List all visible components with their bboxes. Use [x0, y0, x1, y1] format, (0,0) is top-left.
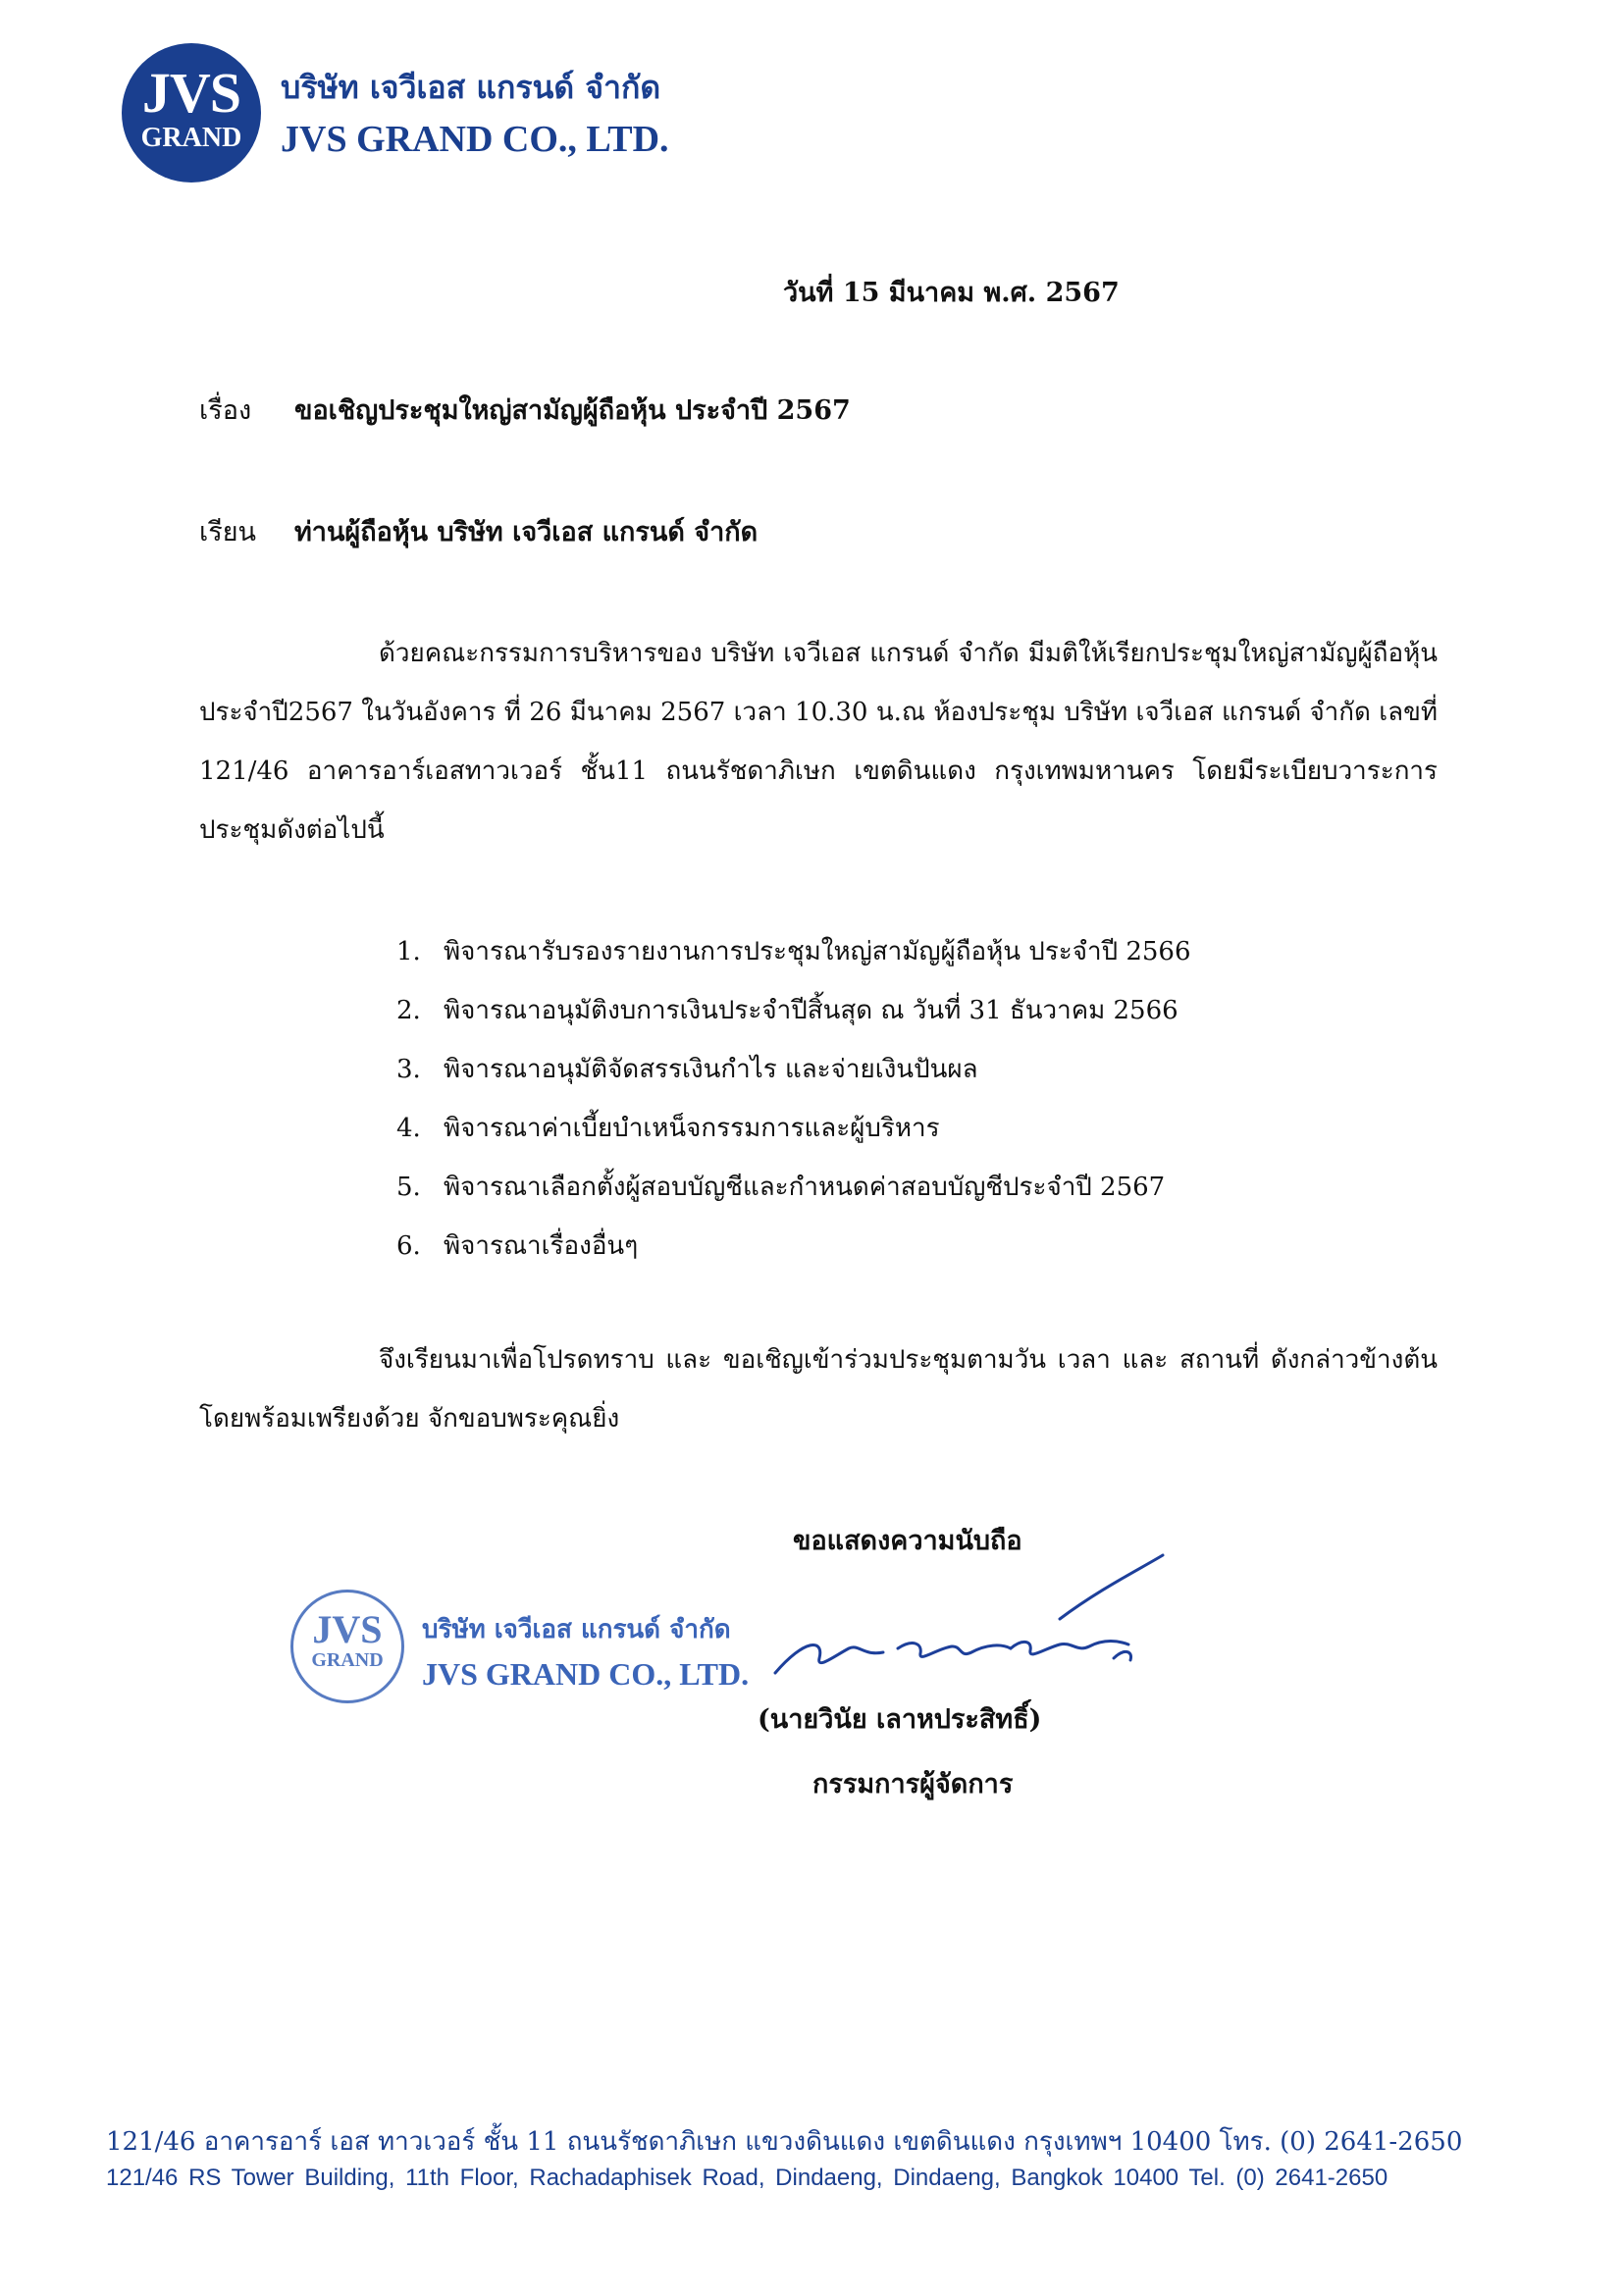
agenda-text: พิจารณาอนุมัติงบการเงินประจำปีสิ้นสุด ณ วันที่ 31 ธันวาคม 2566	[444, 996, 1178, 1025]
company-name-th: บริษัท เจวีเอส แกรนด์ จำกัด	[281, 69, 661, 106]
agenda-text: พิจารณารับรองรายงานการประชุมใหญ่สามัญผู้ถือหุ้น ประจำปี 2566	[444, 937, 1191, 966]
agenda-text: พิจารณาเลือกตั้งผู้สอบบัญชีและกำหนดค่าสอบบัญชีประจำปี 2567	[444, 1173, 1166, 1202]
company-stamp-seal	[290, 1590, 404, 1703]
agenda-number: 4.	[396, 1114, 421, 1143]
logo-text-grand: GRAND	[140, 123, 242, 153]
logo-text-jvs: JVS	[141, 61, 241, 125]
agenda-number: 3.	[396, 1055, 421, 1084]
signatory-name: (นายวินัย เลาหประสิทธิ์)	[758, 1704, 1042, 1735]
subject-text: ขอเชิญประชุมใหญ่สามัญผู้ถือหุ้น ประจำปี 2567	[294, 395, 851, 426]
stamp-text-grand: GRAND	[311, 1649, 384, 1671]
recipient-text: ท่านผู้ถือหุ้น บริษัท เจวีเอส แกรนด์ จำกัด	[294, 517, 759, 548]
stamp-company-en: JVS GRAND CO., LTD.	[422, 1656, 750, 1692]
handwritten-signature	[765, 1550, 1178, 1697]
signatory-title: กรรมการผู้จัดการ	[812, 1769, 1014, 1800]
recipient-label: เรียน	[199, 517, 257, 548]
agenda-list	[396, 922, 1191, 1276]
body-paragraph-intro: ด้วยคณะกรรมการบริหารของ บริษัท เจวีเอส แกรนด์ จำกัด มีมติให้เรียกประชุมใหญ่สามัญผู้ถือหุ้นประจำปี2567 ในวันอังคาร ที่ 26 มีนาคม 2567 เวลา 10.30 น.ณ ห้องประชุม บริษัท เจวีเอส แกรนด์ จำกัด เลขที่ 121/46 อาคารอาร์เอสทาวเวอร์ ชั้น11 ถนนรัชดาภิเษก เขตดินแดง กรุงเทพมหานคร โดยมีระเบียบวาระการประชุมดังต่อไปนี้	[199, 639, 1438, 845]
agenda-text: พิจารณาเรื่องอื่นๆ	[444, 1231, 639, 1261]
footer-address-th: 121/46 อาคารอาร์ เอส ทาวเวอร์ ชั้น 11 ถนนรัชดาภิเษก แขวงดินแดง เขตดินแดง กรุงเทพฯ 10400 โทร. (0) 2641-2650	[106, 2127, 1463, 2157]
company-name-en: JVS GRAND CO., LTD.	[281, 119, 669, 160]
stamp-text-jvs: JVS	[312, 1607, 383, 1651]
agenda-item	[396, 981, 1191, 1040]
body-paragraph-closing: จึงเรียนมาเพื่อโปรดทราบ และ ขอเชิญเข้าร่วมประชุมตามวัน เวลา และ สถานที่ ดังกล่าวข้างต้น โดยพร้อมเพรียงด้วย จักขอบพระคุณยิ่ง	[199, 1345, 1438, 1434]
footer-address-en: 121/46 RS Tower Building, 11th Floor, Rachadaphisek Road, Dindaeng, Dindaeng, Bangkok 10400 Tel. (0) 2641-2650	[106, 2165, 1388, 2191]
stamp-company-th: บริษัท เจวีเอส แกรนด์ จำกัด	[422, 1615, 731, 1644]
agenda-text: พิจารณาอนุมัติจัดสรรเงินกำไร และจ่ายเงินปันผล	[444, 1055, 978, 1084]
agenda-text: พิจารณาค่าเบี้ยบำเหน็จกรรมการและผู้บริหาร	[444, 1114, 940, 1143]
agenda-number: 5.	[396, 1173, 421, 1202]
company-logo	[122, 43, 261, 183]
agenda-number: 1.	[396, 937, 421, 966]
agenda-item	[396, 1099, 1191, 1158]
agenda-item	[396, 922, 1191, 981]
agenda-number: 6.	[396, 1231, 421, 1261]
agenda-item	[396, 1217, 1191, 1276]
subject-label: เรื่อง	[199, 395, 252, 426]
agenda-item	[396, 1040, 1191, 1099]
closing-phrase: ขอแสดงความนับถือ	[793, 1526, 1022, 1556]
agenda-item	[396, 1158, 1191, 1217]
agenda-number: 2.	[396, 996, 421, 1025]
letter-date: วันที่ 15 มีนาคม พ.ศ. 2567	[783, 278, 1120, 308]
